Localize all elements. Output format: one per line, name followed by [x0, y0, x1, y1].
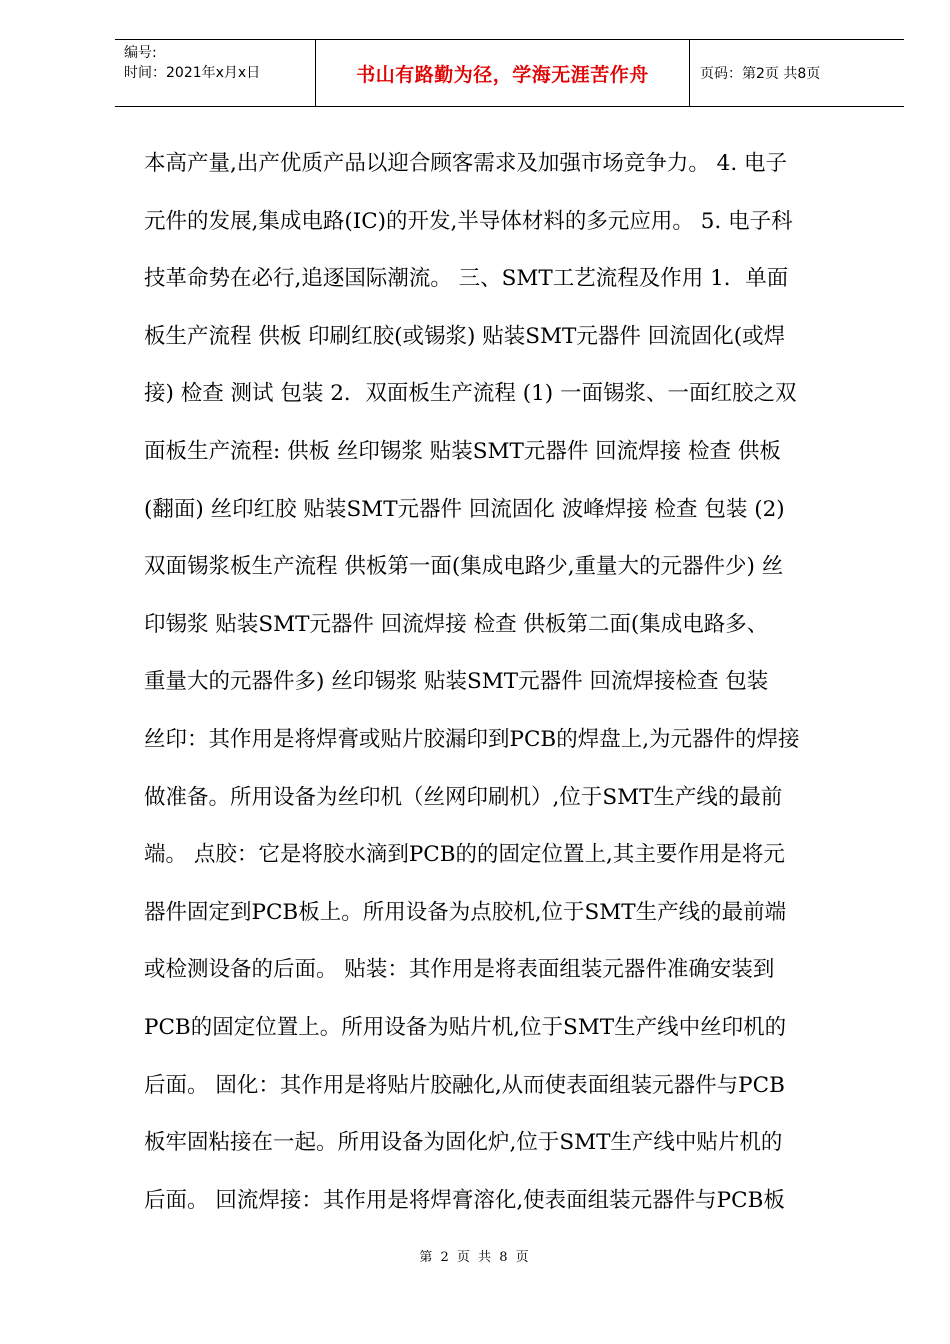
- body-line: 本高产量,出产优质产品以迎合顾客需求及加强市场竞争力。 4. 电子: [144, 151, 788, 176]
- body-line: 后面。 回流焊接：其作用是将焊膏溶化,使表面组装元器件与PCB板: [144, 1187, 785, 1213]
- body-line: 重量大的元器件多) 丝印锡浆 贴装SMT元器件 回流焊接检查 包装: [144, 669, 769, 695]
- header-page-info: 页码：第2页 共8页: [700, 66, 821, 82]
- body-line: (翻面) 丝印红胶 贴装SMT元器件 回流固化 波峰焊接 检查 包装 (2): [144, 496, 785, 522]
- document-header: [115, 39, 904, 107]
- body-line: 端。 点胶：它是将胶水滴到PCB的的固定位置上,其主要作用是将元: [144, 842, 785, 868]
- header-meta-cell: [115, 40, 316, 106]
- body-line: 双面锡浆板生产流程 供板第一面(集成电路少,重量大的元器件少) 丝: [144, 554, 784, 580]
- body-line: 接) 检查 测试 包装 2．双面板生产流程 (1) 一面锡浆、一面红胶之双: [144, 381, 797, 407]
- time-label: 时间：2021年x月x日: [124, 65, 261, 81]
- body-line: 技革命势在必行,追逐国际潮流。 三、SMT工艺流程及作用 1．单面: [144, 266, 789, 292]
- header-motto: 书山有路勤为径，学海无涯苦作舟: [316, 40, 690, 106]
- body-line: 印锡浆 贴装SMT元器件 回流焊接 检查 供板第二面(集成电路多、: [144, 611, 769, 637]
- page-footer: 第 2 页 共 8 页: [419, 1250, 531, 1265]
- body-line: 后面。 固化：其作用是将贴片胶融化,从而使表面组装元器件与PCB: [144, 1072, 785, 1098]
- body-line: 面板生产流程: 供板 丝印锡浆 贴装SMT元器件 回流焊接 检查 供板: [144, 438, 781, 464]
- body-line: 丝印：其作用是将焊膏或贴片胶漏印到PCB的焊盘上,为元器件的焊接: [144, 726, 800, 752]
- body-line: 板牢固粘接在一起。所用设备为固化炉,位于SMT生产线中贴片机的: [144, 1130, 783, 1156]
- body-line: 或检测设备的后面。 贴装：其作用是将表面组装元器件准确安装到: [144, 957, 775, 983]
- body-line: 做准备。所用设备为丝印机（丝网印刷机）,位于SMT生产线的最前: [144, 784, 783, 810]
- body-line: PCB的固定位置上。所用设备为贴片机,位于SMT生产线中丝印机的: [144, 1014, 787, 1040]
- body-line: 器件固定到PCB板上。所用设备为点胶机,位于SMT生产线的最前端: [144, 899, 787, 925]
- document-body: [144, 135, 879, 1229]
- body-line: 板生产流程 供板 印刷红胶(或锡浆) 贴装SMT元器件 回流固化(或焊: [144, 323, 786, 349]
- body-line: 元件的发展,集成电路(IC)的开发,半导体材料的多元应用。 5. 电子科: [144, 208, 793, 234]
- number-label: 编号:: [124, 45, 157, 61]
